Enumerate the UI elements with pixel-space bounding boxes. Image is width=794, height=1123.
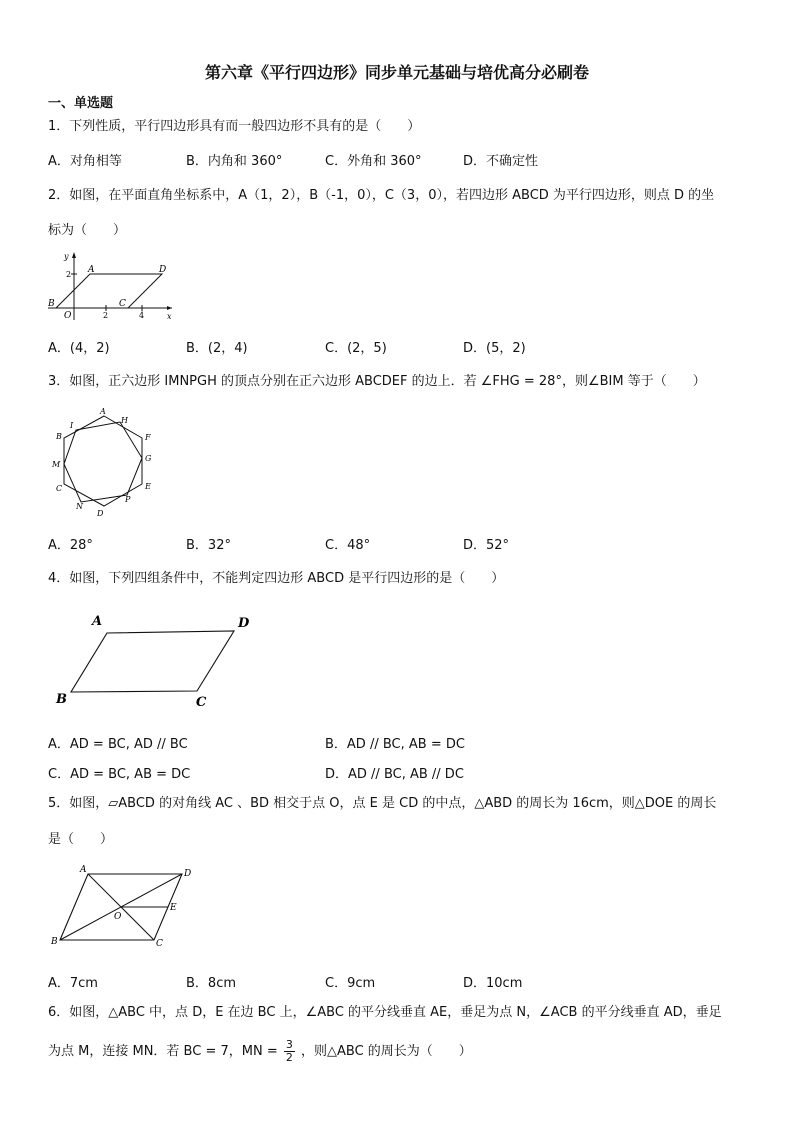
q1-option-b: B．内角和 360°	[186, 154, 283, 169]
q4-option-c: C．AD = BC, AB = DC	[48, 767, 191, 782]
q6-line2-prefix: 为点 M，连接 MN．若 BC = 7，MN =	[48, 1044, 278, 1059]
q6-line2-suffix: ，则△ABC 的周长为（ ）	[301, 1044, 472, 1059]
q3-option-d: D．52°	[463, 538, 510, 553]
q4-option-b: B．AD // BC, AB = DC	[325, 737, 465, 752]
q5-label-e: E	[170, 903, 177, 913]
hex-label-a: A	[100, 407, 106, 416]
q5-label-a: A	[80, 865, 87, 875]
hex-label-p: P	[125, 495, 131, 504]
q2-option-c: C．(2，5)	[325, 341, 387, 356]
hex-label-m: M	[52, 460, 61, 469]
q2-option-a: A．(4，2)	[48, 341, 110, 356]
hex-label-f: F	[145, 433, 151, 442]
tick-label-y2: 2	[66, 270, 72, 279]
hex-label-b: B	[56, 432, 62, 441]
tick-label-x4: 4	[139, 311, 145, 320]
q1-option-d: D．不确定性	[463, 154, 539, 169]
q4-option-a: A．AD = BC, AD // BC	[48, 737, 188, 752]
para-label-a: A	[92, 614, 103, 629]
question-5-stem-line2: 是（ ）	[48, 832, 114, 847]
tick-label-x2: 2	[103, 311, 109, 320]
q6-fraction	[284, 1039, 295, 1064]
para-label-b: B	[56, 692, 67, 707]
origin-label: O	[64, 311, 72, 321]
question-3-stem: 3．如图，正六边形 IMNPGH 的顶点分别在正六边形 ABCDEF 的边上．若 ∠FHG = 28°，则∠BIM 等于（ ）	[48, 374, 706, 389]
hex-label-e: E	[145, 482, 151, 491]
q5-option-c: C．9cm	[325, 976, 376, 991]
question-6-stem-line1: 6．如图，△ABC 中，点 D，E 在边 BC 上，∠ABC 的平分线垂直 AE，垂足为点 N，∠ACB 的平分线垂直 AD，垂足	[48, 1005, 722, 1020]
hex-label-c: C	[56, 484, 63, 493]
hex-label-i: I	[70, 421, 74, 430]
q4-parallelogram-figure	[50, 608, 260, 713]
question-2-stem-line1: 2．如图，在平面直角坐标系中，A（1，2），B（-1，0），C（3，0），若四边形 ABCD 为平行四边形，则点 D 的坐	[48, 188, 715, 203]
question-5-stem-line1: 5．如图，▱ABCD 的对角线 AC 、BD 相交于点 O，点 E 是 CD 的中点，△ABD 的周长为 16cm，则△DOE 的周长	[48, 796, 717, 811]
para-label-c: C	[196, 695, 207, 710]
hex-label-n: N	[76, 502, 83, 511]
section-heading: 一、单选题	[48, 96, 114, 111]
x-axis-label: x	[167, 312, 172, 321]
point-label-d: D	[159, 265, 167, 275]
point-label-c: C	[119, 299, 126, 309]
question-4-stem: 4．如图，下列四组条件中，不能判定四边形 ABCD 是平行四边形的是（ ）	[48, 571, 505, 586]
q5-option-b: B．8cm	[186, 976, 237, 991]
point-label-a: A	[88, 265, 95, 275]
q5-option-d: D．10cm	[463, 976, 523, 991]
q2-option-d: D．(5，2)	[463, 341, 526, 356]
q5-option-a: A．7cm	[48, 976, 98, 991]
q3-option-b: B．32°	[186, 538, 231, 553]
q5-parallelogram-diagonals-figure	[46, 862, 206, 954]
q5-label-d: D	[184, 869, 192, 879]
y-axis-label: y	[64, 252, 69, 261]
q5-label-c: C	[156, 939, 163, 949]
question-2-stem-line2: 标为（ ）	[48, 223, 127, 238]
q2-coordinate-figure	[46, 250, 176, 322]
q6-fraction-denominator: 2	[285, 1051, 293, 1064]
para-label-d: D	[238, 616, 250, 631]
q4-option-d: D．AD // BC, AB // DC	[325, 767, 464, 782]
q6-fraction-numerator: 3	[285, 1038, 293, 1051]
hex-label-d: D	[97, 509, 104, 518]
question-6-stem-line2	[48, 1039, 472, 1064]
q3-option-c: C．48°	[325, 538, 371, 553]
q1-option-a: A．对角相等	[48, 154, 122, 169]
q3-hexagon-figure	[48, 402, 158, 520]
point-label-b: B	[48, 299, 55, 309]
question-1-stem: 1．下列性质，平行四边形具有而一般四边形不具有的是（ ）	[48, 119, 421, 134]
q3-option-a: A．28°	[48, 538, 93, 553]
q5-label-o: O	[114, 912, 122, 922]
hex-label-h: H	[121, 416, 128, 425]
hex-label-g: G	[145, 454, 152, 463]
q5-label-b: B	[51, 937, 58, 947]
page-title: 第六章《平行四边形》同步单元基础与培优高分必刷卷	[204, 63, 589, 82]
q2-option-b: B．(2，4)	[186, 341, 248, 356]
q1-option-c: C．外角和 360°	[325, 154, 422, 169]
